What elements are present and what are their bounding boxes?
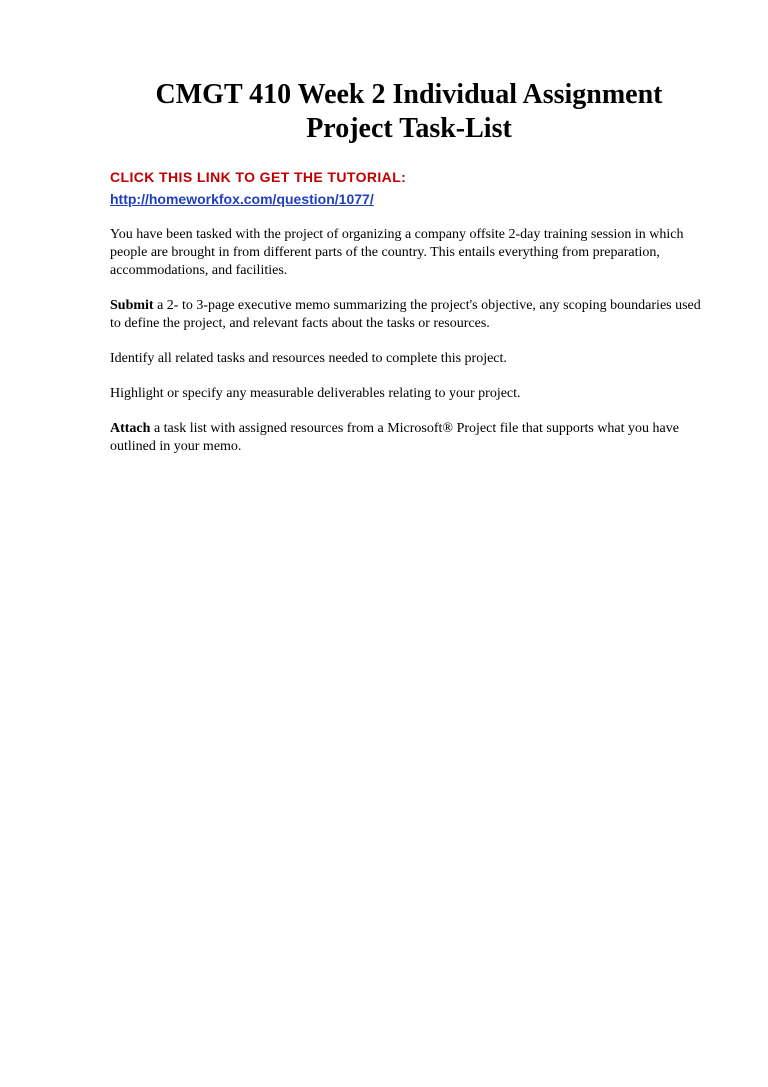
identify-paragraph: Identify all related tasks and resources needed to complete this project. [110, 351, 507, 366]
tutorial-link[interactable]: http://homeworkfox.com/question/1077/ [110, 191, 374, 207]
attach-paragraph [110, 420, 708, 456]
title-line-2: Project Task-List [306, 113, 512, 144]
attach-text: a task list with assigned resources from a Microsoft® Project file that supports what you have outlined in your memo. [110, 421, 679, 454]
submit-text: a 2- to 3-page executive memo summarizing the project's objective, any scoping boundaries used to define the project, and relevant facts about the tasks or resources. [110, 298, 701, 331]
document-title [110, 78, 708, 146]
submit-paragraph [110, 297, 708, 333]
intro-paragraph: You have been tasked with the project of organizing a company offsite 2-day training session in which people are brought in from different parts of the country. This entails everything from preparation, accommodations, and facilities. [110, 227, 684, 278]
title-line-1: CMGT 410 Week 2 Individual Assignment [155, 79, 663, 110]
tutorial-call-to-action: CLICK THIS LINK TO GET THE TUTORIAL: [110, 169, 407, 185]
submit-lead: Submit [110, 298, 154, 313]
highlight-paragraph: Highlight or specify any measurable deliverables relating to your project. [110, 386, 521, 401]
attach-lead: Attach [110, 421, 151, 436]
